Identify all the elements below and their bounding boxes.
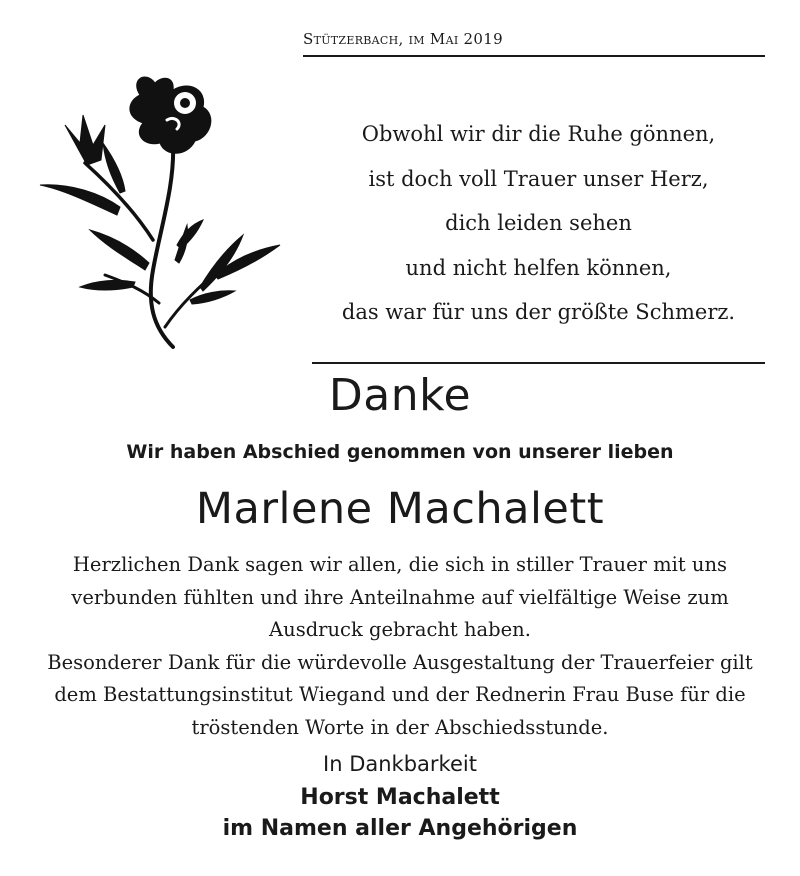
poem-line: das war für uns der größte Schmerz. [341, 300, 736, 324]
deceased-name: Marlene Machalett [195, 484, 605, 534]
body-line: Besonderer Dank für die würdevolle Ausgestaltung der Trauerfeier gilt [47, 650, 753, 674]
closing-phrase: In Dankbarkeit [323, 752, 477, 776]
top-divider [303, 55, 765, 57]
body-line: dem Bestattungsinstitut Wiegand und der Rednerin Frau Buse für die [54, 683, 746, 706]
place-date: Stützerbach, im Mai 2019 [303, 30, 503, 48]
signer-note: im Namen aller Angehörigen [222, 816, 578, 841]
body-line: Herzlichen Dank sagen wir allen, die sich in stiller Trauer mit uns [72, 553, 728, 576]
heading: Danke [328, 370, 472, 421]
thanks-text [40, 549, 760, 744]
body-line: verbunden fühlten und ihre Anteilnahme auf vielfältige Weise zum [71, 585, 729, 609]
poem-line: ist doch voll Trauer unser Herz, [368, 166, 709, 191]
poem-line: dich leiden sehen [445, 211, 632, 235]
poem [312, 112, 765, 335]
middle-divider [312, 362, 765, 364]
body-line: tröstenden Worte in der Abschiedsstunde. [191, 715, 609, 739]
poem-line: Obwohl wir dir die Ruhe gönnen, [361, 122, 716, 146]
rose-icon [25, 65, 290, 355]
intro-line: Wir haben Abschied genommen von unserer lieben [126, 441, 674, 463]
body-line: Ausdruck gebracht haben. [269, 618, 531, 641]
poem-line: und nicht helfen können, [405, 255, 672, 280]
signer-name: Horst Machalett [300, 785, 500, 810]
